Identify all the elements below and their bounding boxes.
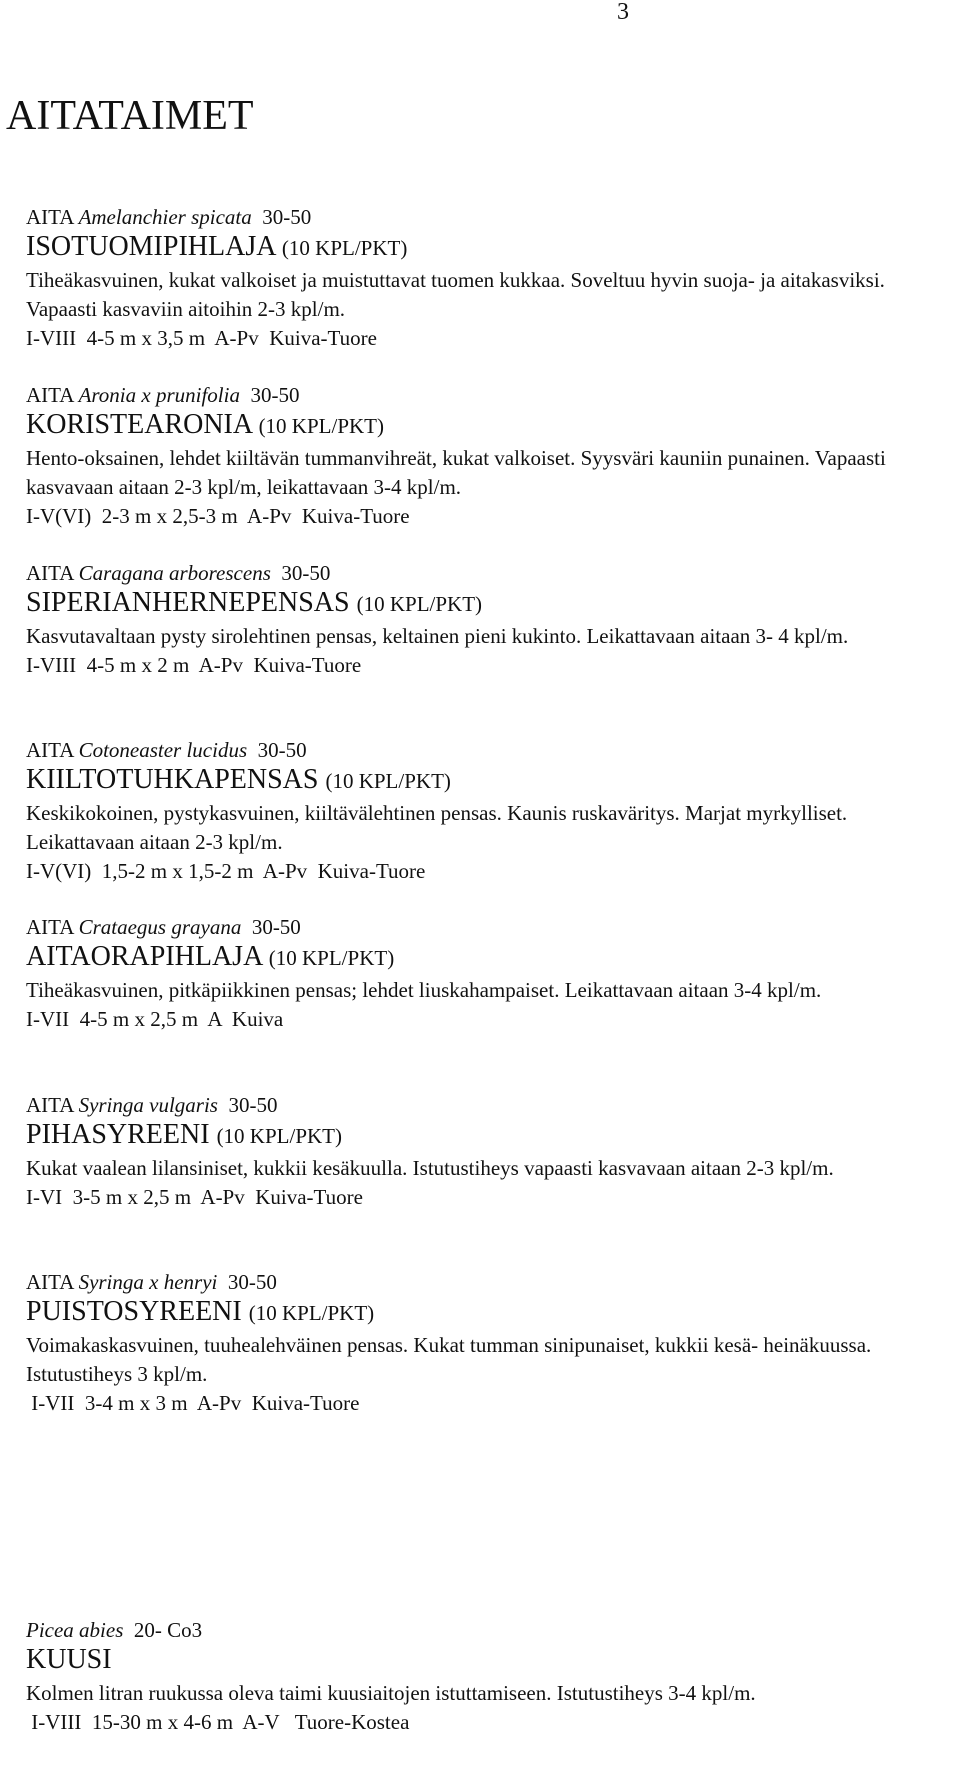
packing-info: (10 KPL/PKT) — [356, 592, 483, 616]
plant-entry — [26, 204, 956, 353]
entry-header — [26, 1617, 956, 1643]
plant-specs: I-VII 4-5 m x 2,5 m A Kuiva — [26, 1007, 284, 1031]
plant-entry — [26, 560, 956, 680]
plant-specs: I-VII 3-4 m x 3 m A-Pv Kuiva-Tuore — [26, 1391, 360, 1415]
entry-name-line — [26, 1118, 956, 1154]
entry-prefix: AITA — [26, 383, 74, 407]
entry-prefix: AITA — [26, 738, 74, 762]
plant-description: Kukat vaalean lilansiniset, kukkii kesäkuulla. Istutustiheys vapaasti kasvavaan aitaan 2-3 kpl/m. — [26, 1156, 834, 1180]
entry-name-line — [26, 230, 956, 266]
plant-entry — [26, 1092, 956, 1212]
plant-size: 30-50 — [227, 1270, 277, 1294]
latin-name: Picea abies — [26, 1618, 124, 1642]
plant-entry — [26, 1617, 956, 1737]
common-name: KORISTEARONIA — [26, 409, 252, 440]
common-name: PIHASYREENI — [26, 1119, 210, 1150]
plant-description: Tiheäkasvuinen, kukat valkoiset ja muistuttavat tuomen kukkaa. Soveltuu hyvin suoja- ja aitakasviksi. Vapaasti kasvaviin aitoihin 2-3 kpl/m. — [26, 268, 885, 321]
entry-header — [26, 914, 956, 940]
entry-name-line — [26, 1295, 956, 1331]
plant-size: 30-50 — [250, 383, 300, 407]
latin-name: Aronia x prunifolia — [78, 383, 240, 407]
plant-description: Voimakaskasvuinen, tuuhealehväinen pensas. Kukat tumman sinipunaiset, kukkii kesä- heinäkuussa. Istutustiheys 3 kpl/m. — [26, 1333, 872, 1386]
page-number: 3 — [617, 0, 629, 25]
latin-name: Syringa x henryi — [78, 1270, 218, 1294]
latin-name: Amelanchier spicata — [78, 205, 252, 229]
common-name: PUISTOSYREENI — [26, 1296, 242, 1327]
entry-name-line — [26, 408, 956, 444]
plant-specs: I-VIII 15-30 m x 4-6 m A-V Tuore-Kostea — [26, 1710, 410, 1734]
packing-info: (10 KPL/PKT) — [281, 236, 408, 260]
entry-prefix: AITA — [26, 205, 74, 229]
plant-specs: I-V(VI) 2-3 m x 2,5-3 m A-Pv Kuiva-Tuore — [26, 504, 410, 528]
plant-description: Tiheäkasvuinen, pitkäpiikkinen pensas; lehdet liuskahampaiset. Leikattavaan aitaan 3-4 kpl/m. — [26, 978, 822, 1002]
entry-header — [26, 204, 956, 230]
entry-name-line — [26, 763, 956, 799]
plant-specs: I-V(VI) 1,5-2 m x 1,5-2 m A-Pv Kuiva-Tuore — [26, 859, 426, 883]
entry-prefix: AITA — [26, 1270, 74, 1294]
packing-info: (10 KPL/PKT) — [258, 414, 384, 438]
plant-specs: I-VIII 4-5 m x 3,5 m A-Pv Kuiva-Tuore — [26, 326, 377, 350]
entry-header — [26, 560, 956, 586]
plant-specs: I-VI 3-5 m x 2,5 m A-Pv Kuiva-Tuore — [26, 1185, 363, 1209]
packing-info: (10 KPL/PKT) — [268, 946, 395, 970]
common-name: ISOTUOMIPIHLAJA — [26, 231, 275, 262]
page-title: AITATAIMET — [6, 93, 254, 139]
plant-entry — [26, 914, 956, 1034]
packing-info: (10 KPL/PKT) — [248, 1301, 375, 1325]
plant-entry — [26, 737, 956, 886]
plant-size: 30-50 — [257, 738, 307, 762]
entry-header — [26, 737, 956, 763]
packing-info: (10 KPL/PKT) — [325, 769, 451, 793]
plant-description: Hento-oksainen, lehdet kiiltävän tummanvihreät, kukat valkoiset. Syysväri kauniin punainen. Vapaasti kasvavaan aitaan 2-3 kpl/m, leikattavaan 3-4 kpl/m. — [26, 446, 886, 499]
entry-header — [26, 1269, 956, 1295]
plant-size: 20- Co3 — [133, 1618, 203, 1642]
plant-description: Keskikokoinen, pystykasvuinen, kiiltävälehtinen pensas. Kaunis ruskaväritys. Marjat myrkylliset. Leikattavaan aitaan 2-3 kpl/m. — [26, 801, 848, 854]
entry-name-line — [26, 940, 956, 976]
entry-name-line — [26, 1643, 956, 1679]
plant-size: 30-50 — [251, 915, 301, 939]
entry-prefix: AITA — [26, 915, 74, 939]
plant-description: Kolmen litran ruukussa oleva taimi kuusiaitojen istuttamiseen. Istutustiheys 3-4 kpl/m. — [26, 1681, 756, 1705]
entry-header — [26, 1092, 956, 1118]
entry-prefix: AITA — [26, 1093, 74, 1117]
common-name: AITAORAPIHLAJA — [26, 941, 262, 972]
entry-header — [26, 382, 956, 408]
latin-name: Syringa vulgaris — [78, 1093, 218, 1117]
common-name: KIILTOTUHKAPENSAS — [26, 764, 319, 795]
plant-entry — [26, 1269, 956, 1418]
plant-size: 30-50 — [281, 561, 331, 585]
latin-name: Caragana arborescens — [78, 561, 271, 585]
common-name: SIPERIANHERNEPENSAS — [26, 587, 350, 618]
entry-prefix: AITA — [26, 561, 74, 585]
plant-size: 30-50 — [228, 1093, 278, 1117]
packing-info: (10 KPL/PKT) — [216, 1124, 342, 1148]
plant-description: Kasvutavaltaan pysty sirolehtinen pensas, keltainen pieni kukinto. Leikattavaan aitaan 3- 4 kpl/m. — [26, 624, 849, 648]
entry-name-line — [26, 586, 956, 622]
latin-name: Crataegus grayana — [78, 915, 242, 939]
plant-size: 30-50 — [262, 205, 312, 229]
plant-entry — [26, 382, 956, 531]
common-name: KUUSI — [26, 1644, 112, 1675]
plant-specs: I-VIII 4-5 m x 2 m A-Pv Kuiva-Tuore — [26, 653, 362, 677]
latin-name: Cotoneaster lucidus — [78, 738, 248, 762]
